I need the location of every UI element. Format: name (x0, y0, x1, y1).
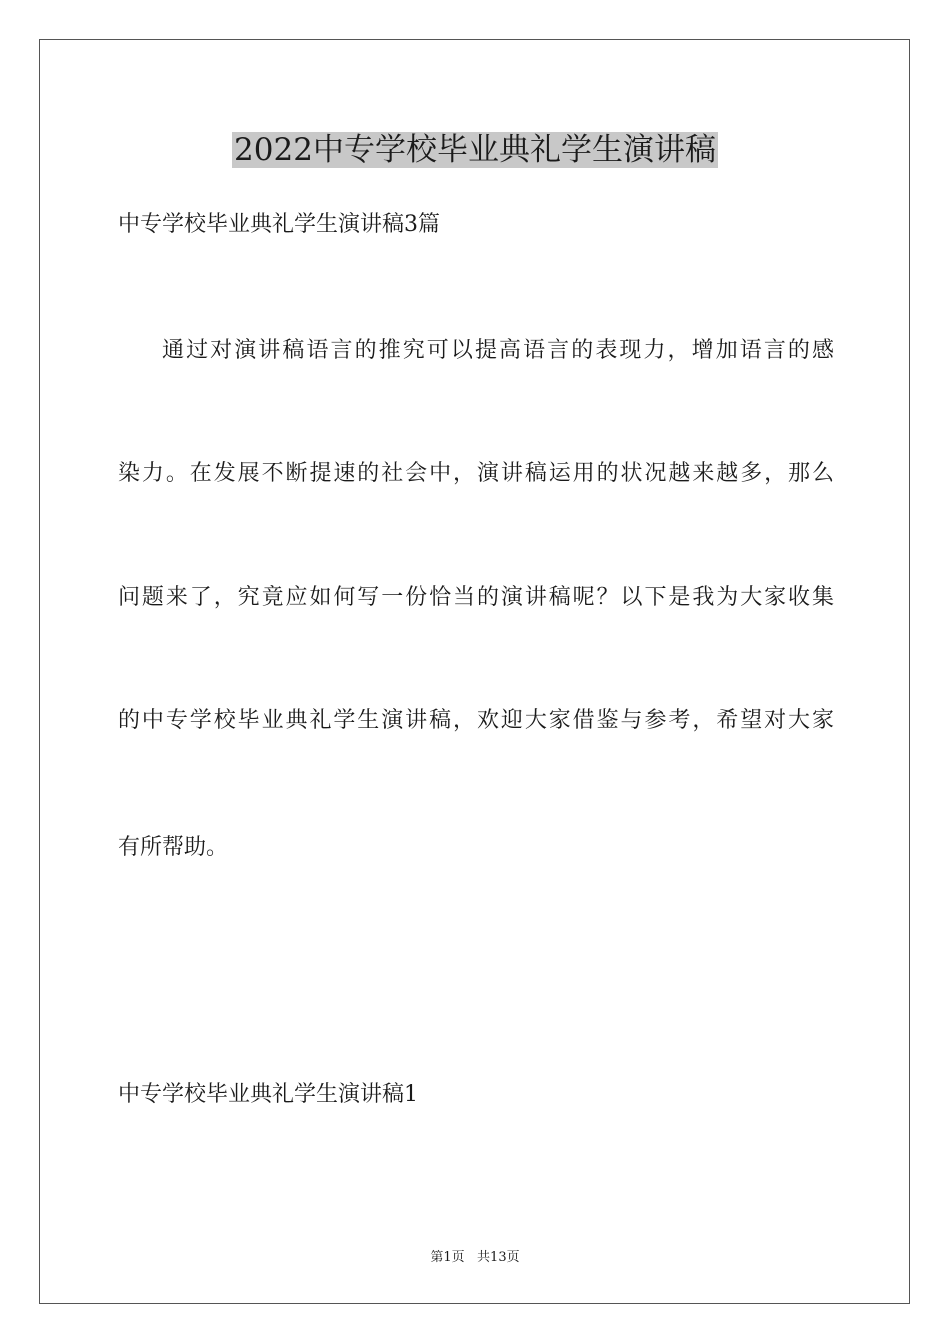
intro-line-3: 问题来了，究竟应如何写一份恰当的演讲稿呢？以下是我为大家收集 (118, 585, 834, 610)
document-title-text: 2022中专学校毕业典礼学生演讲稿 (234, 132, 716, 168)
intro-line-2: 染力。在发展不断提速的社会中，演讲稿运用的状况越来越多，那么 (118, 461, 834, 486)
section-heading: 中专学校毕业典礼学生演讲稿1 (118, 1082, 418, 1107)
document-title (0, 128, 950, 172)
intro-line-1: 通过对演讲稿语言的推究可以提高语言的表现力，增加语言的感 (162, 338, 834, 363)
page-footer: 第1页 共13页 (430, 1250, 520, 1265)
document-subtitle: 中专学校毕业典礼学生演讲稿3篇 (118, 212, 440, 237)
intro-line-4: 的中专学校毕业典礼学生演讲稿，欢迎大家借鉴与参考，希望对大家 (118, 708, 834, 733)
intro-line-5: 有所帮助。 (118, 835, 229, 860)
